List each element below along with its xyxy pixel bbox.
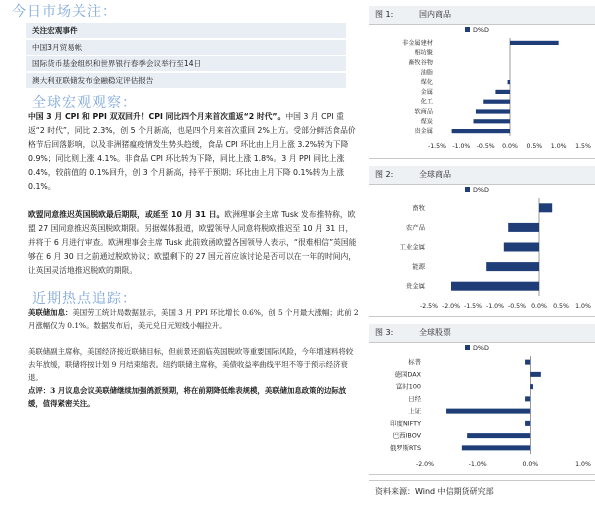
bar bbox=[508, 223, 539, 232]
tick-label: -1.0% bbox=[468, 461, 487, 468]
category-label: 富时100 bbox=[396, 382, 421, 391]
category-label: 农产品 bbox=[405, 223, 425, 232]
tick-label: 0.5% bbox=[553, 303, 569, 310]
bar bbox=[451, 282, 539, 291]
tick-label: -1.0% bbox=[486, 303, 504, 310]
tick-label: -0.5% bbox=[476, 143, 495, 150]
bar bbox=[508, 80, 510, 84]
tick-label: -1.5% bbox=[428, 143, 446, 150]
category-label: 俄罗斯RTS bbox=[389, 443, 421, 452]
bar bbox=[476, 109, 510, 113]
category-label: 非金属建材 bbox=[402, 39, 433, 47]
hot-p1-body: 美国劳工统计局数据显示，美国 3 月 PPI 环比增长 0.6%，创 5 个月最大涨幅；此前 2 月涨幅仅为 0.1%。数据发布后，美元兑日元短线小幅拉升。 bbox=[28, 308, 359, 330]
chart-title: 全球商品 bbox=[419, 170, 451, 179]
legend-label: D%D bbox=[473, 26, 489, 34]
hot-paragraph-3: 点评：3 月议息会议美联储继续加强鸽派预期，将在前期降低维表规模，美联储加息政策的边际放缓，值得紧密关注。 bbox=[28, 386, 347, 408]
category-label: 煤化 bbox=[420, 79, 433, 87]
hot-p1-lead: 美联储加息： bbox=[28, 308, 73, 317]
tick-label: 0.5% bbox=[526, 143, 543, 150]
chart-header bbox=[369, 324, 595, 343]
market-section-title: 今日市场关注： bbox=[12, 4, 117, 20]
macro-p2-body: 欧洲理事会主席 Tusk 发布推特称，欧盟 27 国同意推迟英国脱欧期限。另据媒体报道，欧盟领导人同意将脱欧推迟至 10 月 31 日，并将于 6 月进行审查。欧洲理事会主席 Tusk 此前致函欧盟各国领导人表示，“很难相信”英国能够在 6 月 30 日之前通过脱欧协议；欧盟剩下的 27 国元首应该讨论是否可以在一年的时间内，让英国灵活地推迟脱欧的期限。 bbox=[28, 210, 357, 275]
macro-paragraph-1 bbox=[28, 110, 360, 194]
macro-p1-body: 中国 3 月 CPI 重返“2 时代”，同比 2.3%，创 5 个月新高，也是四个月来首次重回 2%上方。受部分鲜活食品价格节后回落影响，以及非洲猪瘟疫情发生势头趋缓，食品 CPI 环比由上月上涨 3.2%转为下降 0.9%；同比则上涨 4.1%。非食品 CPI 环比转为下降，同比上涨 1.8%。3 月 PPI 同比上涨 0.4%，较前值的 0.1%回升，创 3 个月新高，持平于预期；环比由上月下降 0.1%转为上涨 0.1%。 bbox=[28, 112, 356, 191]
chart-number: 图 2: bbox=[375, 170, 394, 179]
bar bbox=[474, 119, 511, 123]
bar bbox=[530, 372, 541, 377]
legend-swatch bbox=[465, 27, 470, 32]
bar bbox=[525, 421, 530, 426]
tick-label: -0.5% bbox=[508, 303, 526, 310]
tick-label: -2.5% bbox=[420, 303, 438, 310]
bar bbox=[462, 445, 530, 450]
chart-title: 国内商品 bbox=[419, 10, 451, 19]
chart-header bbox=[369, 6, 595, 25]
chart-panel-1 bbox=[369, 6, 595, 159]
bar bbox=[525, 360, 530, 365]
tick-label: -1.5% bbox=[464, 303, 482, 310]
macro-p2-lead: 欧盟同意推迟英国脱欧最后期限，或延至 10 月 31 日。 bbox=[28, 210, 225, 219]
tick-label: 0.0% bbox=[502, 143, 518, 150]
bar bbox=[525, 396, 530, 401]
category-label: 巴西IBOV bbox=[392, 431, 421, 440]
category-label: 贵金属 bbox=[405, 282, 425, 291]
legend-swatch bbox=[465, 345, 470, 350]
tick-label: 1.5% bbox=[575, 143, 591, 150]
bar bbox=[486, 262, 539, 271]
macro-p1-lead: 中国 3 月 CPI 和 PPI 双双回升！CPI 同比四个月来首次重返“2 时代”。 bbox=[28, 112, 286, 121]
source-divider bbox=[369, 480, 595, 481]
macro-section-title: 全球宏观观察： bbox=[32, 95, 137, 111]
category-label: 金属 bbox=[420, 88, 433, 96]
chart-svg bbox=[369, 24, 595, 158]
chart-number: 图 3: bbox=[375, 328, 394, 337]
tick-label: 0.0% bbox=[522, 461, 539, 468]
bar bbox=[530, 384, 533, 389]
bar bbox=[495, 90, 510, 94]
chart-title: 全球股票 bbox=[419, 328, 451, 337]
chart-svg bbox=[369, 342, 595, 474]
market-item: 澳大利亚联储发布金融稳定评估报告 bbox=[26, 73, 346, 88]
tick-label: 1.0% bbox=[575, 461, 591, 468]
category-label: 软商品 bbox=[414, 108, 433, 116]
bar bbox=[539, 203, 552, 212]
tick-label: 1.0% bbox=[575, 303, 591, 310]
category-label: 煤炭 bbox=[420, 118, 433, 126]
hot-section-title: 近期热点追踪： bbox=[32, 291, 137, 307]
market-item: 国际货币基金组织和世界银行春季会议举行至14日 bbox=[26, 56, 346, 71]
category-label: 化工 bbox=[420, 98, 433, 106]
chart-header bbox=[369, 166, 595, 185]
market-item: 中国3月贸易帐 bbox=[26, 40, 346, 55]
bar bbox=[483, 100, 510, 104]
tick-label: 0.0% bbox=[531, 303, 547, 310]
legend-label: D%D bbox=[473, 344, 489, 352]
macro-paragraph-2 bbox=[28, 208, 360, 278]
bar bbox=[452, 129, 510, 133]
category-label: 日经 bbox=[408, 394, 421, 403]
chart-panel-2 bbox=[369, 166, 595, 317]
category-label: 标普 bbox=[408, 358, 421, 367]
category-label: 印度NIFTY bbox=[390, 419, 421, 428]
bar bbox=[510, 41, 559, 45]
market-item: 关注宏观事件 bbox=[26, 23, 346, 38]
tick-label: -2.0% bbox=[416, 461, 434, 468]
bar bbox=[446, 409, 530, 414]
hot-paragraph-2: 美联储副主席称，美国经济接近联储目标，但前景还面临英国脱欧等重要国际风险，今年增速料将较去年放缓，联储将按计划 9 月结束缩表。纽约联储主席称，美债收益率曲线平坦不等于预示经济衰退。 bbox=[28, 347, 354, 382]
bar bbox=[467, 433, 530, 438]
category-label: 畜牧谷物 bbox=[408, 59, 433, 67]
tick-label: 1.0% bbox=[550, 143, 567, 150]
legend-swatch bbox=[465, 187, 470, 192]
hot-paragraph-1 bbox=[28, 306, 360, 332]
chart-number: 图 1: bbox=[375, 10, 394, 19]
chart-svg bbox=[369, 184, 595, 316]
tick-label: -2.0% bbox=[442, 303, 460, 310]
category-label: 工业金属 bbox=[399, 243, 425, 251]
category-label: 相坊聚 bbox=[414, 49, 433, 57]
category-label: 油脂 bbox=[420, 69, 433, 77]
legend-label: D%D bbox=[473, 186, 489, 194]
chart-panel-3 bbox=[369, 324, 595, 475]
category-label: 德国DAX bbox=[394, 370, 421, 379]
category-label: 能源 bbox=[412, 262, 425, 271]
right-column bbox=[369, 0, 595, 508]
category-label: 上证 bbox=[408, 407, 421, 416]
tick-label: -1.0% bbox=[452, 143, 471, 150]
category-label: 畜牧 bbox=[412, 203, 425, 212]
source-note: 资料来源：Wind 中信期货研究部 bbox=[375, 487, 494, 496]
category-label: 贵金属 bbox=[414, 128, 433, 136]
bar bbox=[504, 243, 539, 252]
